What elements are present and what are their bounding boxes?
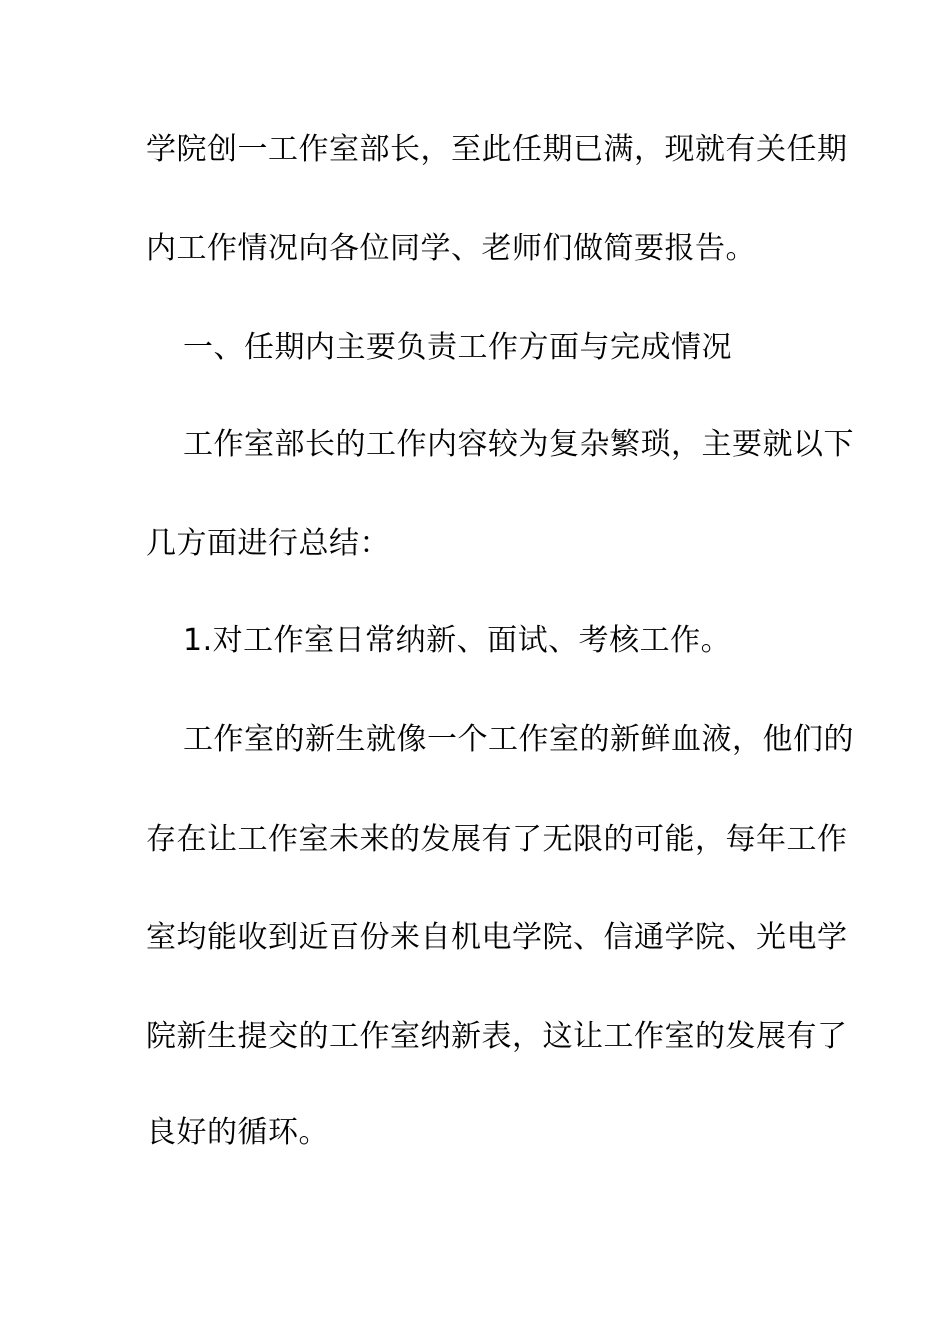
section-heading: 一、任期内主要负责工作方面与完成情况 bbox=[183, 330, 732, 365]
paragraph-line: 几方面进行总结： bbox=[146, 526, 390, 561]
paragraph-line: 存在让工作室未来的发展有了无限的可能，每年工作 bbox=[146, 822, 848, 857]
subsection-heading: 1.对工作室日常纳新、面试、考核工作。 bbox=[183, 623, 732, 658]
paragraph-line: 工作室部长的工作内容较为复杂繁琐，主要就以下 bbox=[183, 427, 854, 462]
paragraph-line: 良好的循环。 bbox=[146, 1115, 329, 1150]
paragraph-line: 学院创一工作室部长，至此任期已满，现就有关任期 bbox=[146, 132, 848, 167]
paragraph-line: 院新生提交的工作室纳新表，这让工作室的发展有了 bbox=[146, 1019, 848, 1054]
paragraph-line: 室均能收到近百份来自机电学院、信通学院、光电学 bbox=[146, 920, 848, 955]
paragraph-line: 内工作情况向各位同学、老师们做简要报告。 bbox=[146, 231, 756, 266]
paragraph-line: 工作室的新生就像一个工作室的新鲜血液，他们的 bbox=[183, 722, 854, 757]
